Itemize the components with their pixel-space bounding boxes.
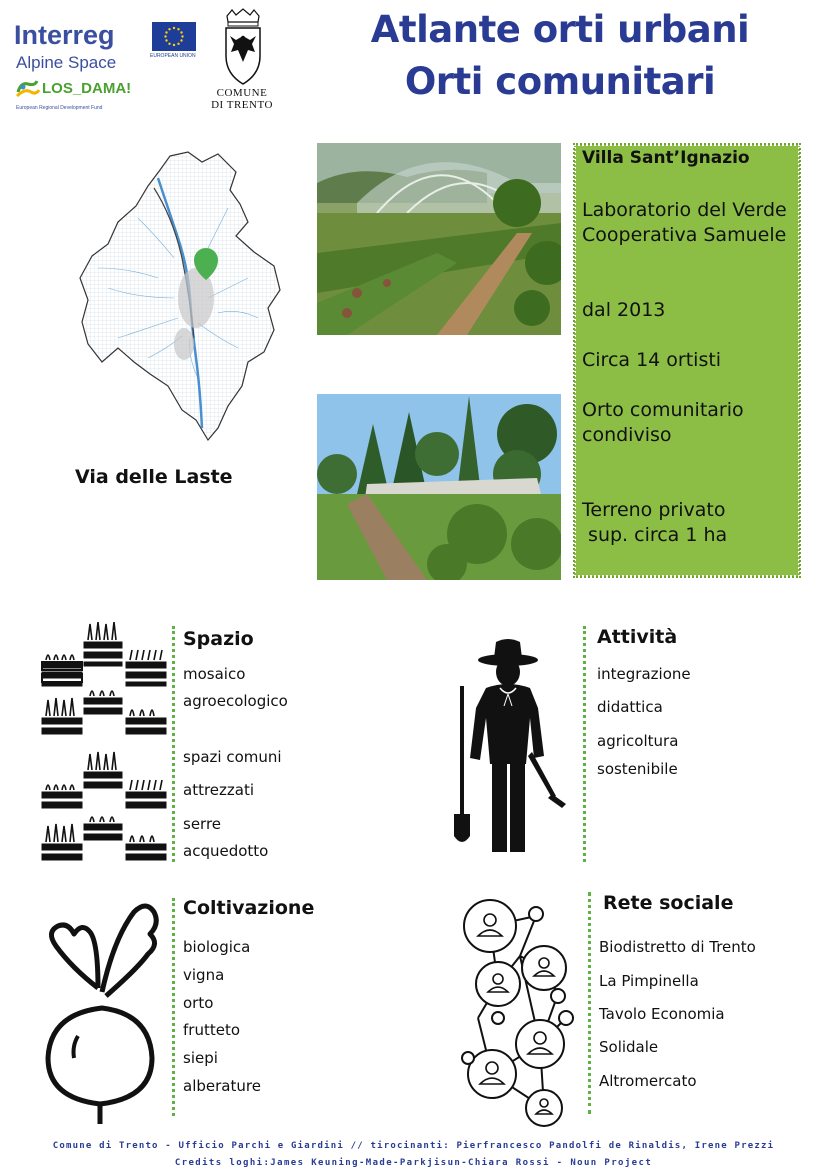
garden-gardeners-count: Circa 14 ortisti [582,349,722,371]
losdama-icon [15,78,41,104]
eu-flag-icon [152,22,196,51]
rete-item: Altromercato [599,1072,697,1090]
rete-item: La Pimpinella [599,972,699,990]
garden-type: Orto comunitario condiviso [582,399,744,446]
attivita-item: didattica [597,698,663,716]
coltivazione-divider [172,898,175,1116]
footer-credits: Comune di Trento - Ufficio Parchi e Giardini // tirocinanti: Pierfrancesco Pandolfi de Rinaldis, Irene Prezzi [52,1141,775,1151]
coltivazione-item: frutteto [183,1021,241,1039]
attivita-divider [583,626,586,862]
farmer-icon [452,636,570,860]
network-icon [458,898,578,1132]
page-subtitle: Orti comunitari [404,60,716,103]
spazio-item: spazi comuni [183,748,282,766]
garden-name: Villa Sant’Ignazio [582,148,750,168]
coltivazione-item: biologica [183,938,251,956]
beet-icon [42,898,166,1134]
spazio-title: Spazio [183,628,254,650]
coltivazione-item: siepi [183,1049,218,1067]
coltivazione-item: vigna [183,966,225,984]
garden-since: dal 2013 [582,299,666,321]
attivita-item: sostenibile [597,760,678,778]
coltivazione-item: orto [183,994,214,1012]
coltivazione-title: Coltivazione [183,897,315,919]
spazio-item: agroecologico [183,692,288,710]
coltivazione-item: alberature [183,1077,261,1095]
garden-beds-icon [40,622,168,866]
rete-item: Biodistretto di Trento [599,938,756,956]
rete-item: Solidale [599,1038,659,1056]
rete-divider [588,892,591,1114]
eu-label: EUROPEAN UNION [150,53,196,59]
attivita-title: Attività [597,626,678,648]
comune-line2: DI TRENTO [211,99,273,111]
losdama-label: LOS_DAMA! [42,80,132,97]
alpine-space-label: Alpine Space [16,53,117,72]
city-map [78,148,284,450]
spazio-item: acquedotto [183,842,269,860]
garden-land-line1: Terreno privato [582,499,726,521]
rete-item: Tavolo Economia [599,1005,725,1023]
garden-photo-greenhouse [317,143,561,335]
spazio-item: serre [183,815,222,833]
spazio-item: mosaico [183,665,246,683]
interreg-logo: Interreg [14,20,115,50]
attivita-item: integrazione [597,665,691,683]
spazio-divider [172,626,175,862]
map-label: Via delle Laste [75,466,233,488]
spazio-item: attrezzati [183,781,255,799]
footer-logo-credits: Credits loghi:James Keuning-Made-Parkjisun-Chiara Rossi - Noun Project [174,1158,653,1168]
garden-land [582,498,727,548]
page-title: Atlante orti urbani [370,8,750,51]
erdf-label: European Regional Development Fund [16,105,103,111]
garden-land-line2: sup. circa 1 ha [582,524,728,546]
garden-photo-trees [317,394,561,580]
rete-title: Rete sociale [603,892,734,914]
crest-icon [222,8,264,90]
comune-label [200,87,284,111]
attivita-item: agricoltura [597,732,679,750]
comune-line1: COMUNE [216,87,268,99]
garden-organization: Laboratorio del Verde Cooperativa Samuele [582,199,787,246]
